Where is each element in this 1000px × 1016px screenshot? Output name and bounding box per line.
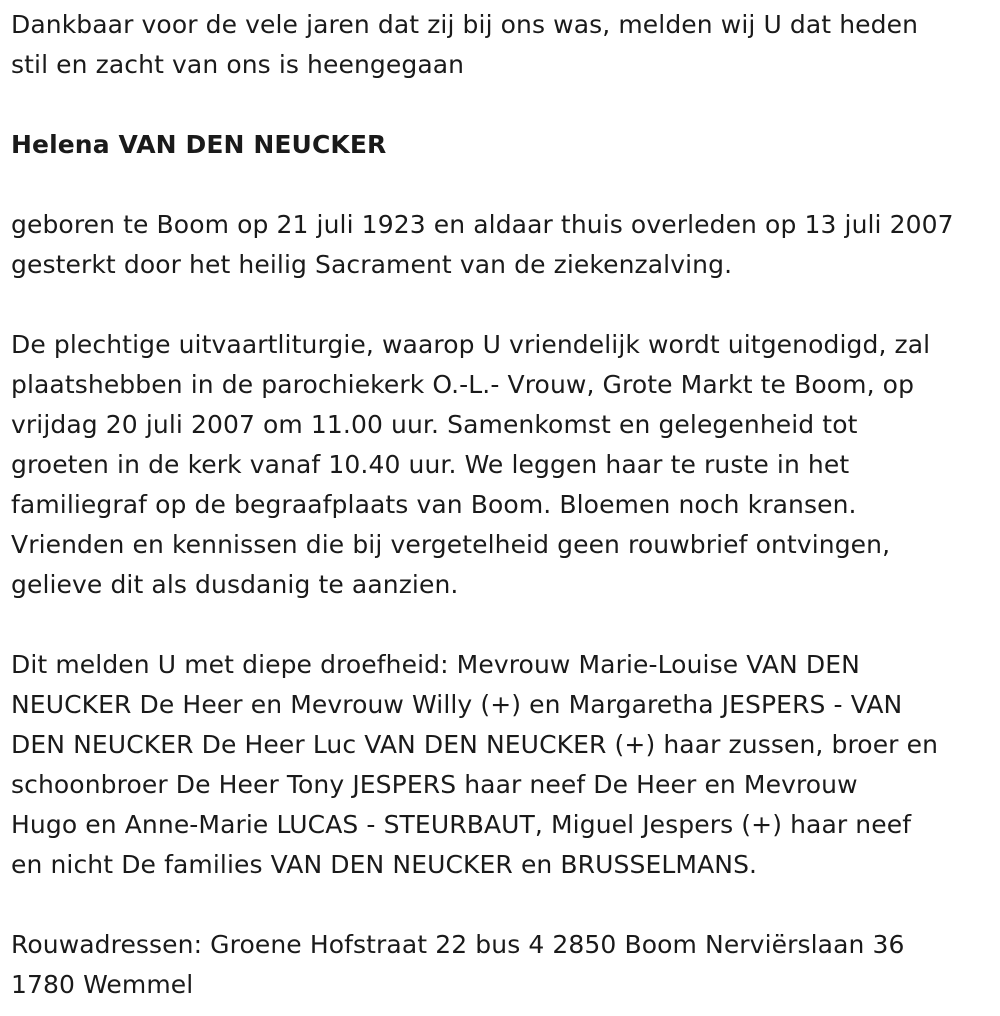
- funeral-paragraph: De plechtige uitvaartliturgie, waarop U vriendelijk wordt uitgenodigd, zal plaatshebben in de parochiekerk O.-L.- Vrouw, Grote Markt te Boom, op vrijdag 20 juli 2007 om 11.00 uur. Samenkomst en gelegenheid tot groeten in de kerk vanaf 10.40 uur. We leggen haar te ruste in het familiegraf op de begraafplaats van Boom. Bloemen noch kransen. Vrienden en kennissen die bij vergetelheid geen rouwbrief ontvingen, gelieve dit als dusdanig te aanzien.: [11, 330, 931, 599]
- birth-death-paragraph: geboren te Boom op 21 juli 1923 en aldaar thuis overleden op 13 juli 2007 gesterkt door het heilig Sacrament van de ziekenzalving.: [11, 210, 954, 279]
- deceased-name: Helena VAN DEN NEUCKER: [11, 130, 387, 159]
- family-paragraph: Dit melden U met diepe droefheid: Mevrouw Marie-Louise VAN DEN NEUCKER De Heer en Mevrouw Willy (+) en Margaretha JESPERS - VAN DEN NEUCKER De Heer Luc VAN DEN NEUCKER (+) haar zussen, broer en schoonbroer De Heer Tony JESPERS haar neef De Heer en Mevrouw Hugo en Anne-Marie LUCAS - STEURBAUT, Miguel Jespers (+) haar neef en nicht De families VAN DEN NEUCKER en BRUSSELMANS.: [11, 650, 939, 879]
- addresses-paragraph: Rouwadressen: Groene Hofstraat 22 bus 4 2850 Boom Nerviërslaan 36 1780 Wemmel: [11, 930, 905, 999]
- death-notice: [11, 5, 991, 1005]
- intro-paragraph: Dankbaar voor de vele jaren dat zij bij ons was, melden wij U dat heden stil en zacht van ons is heengegaan: [11, 10, 919, 79]
